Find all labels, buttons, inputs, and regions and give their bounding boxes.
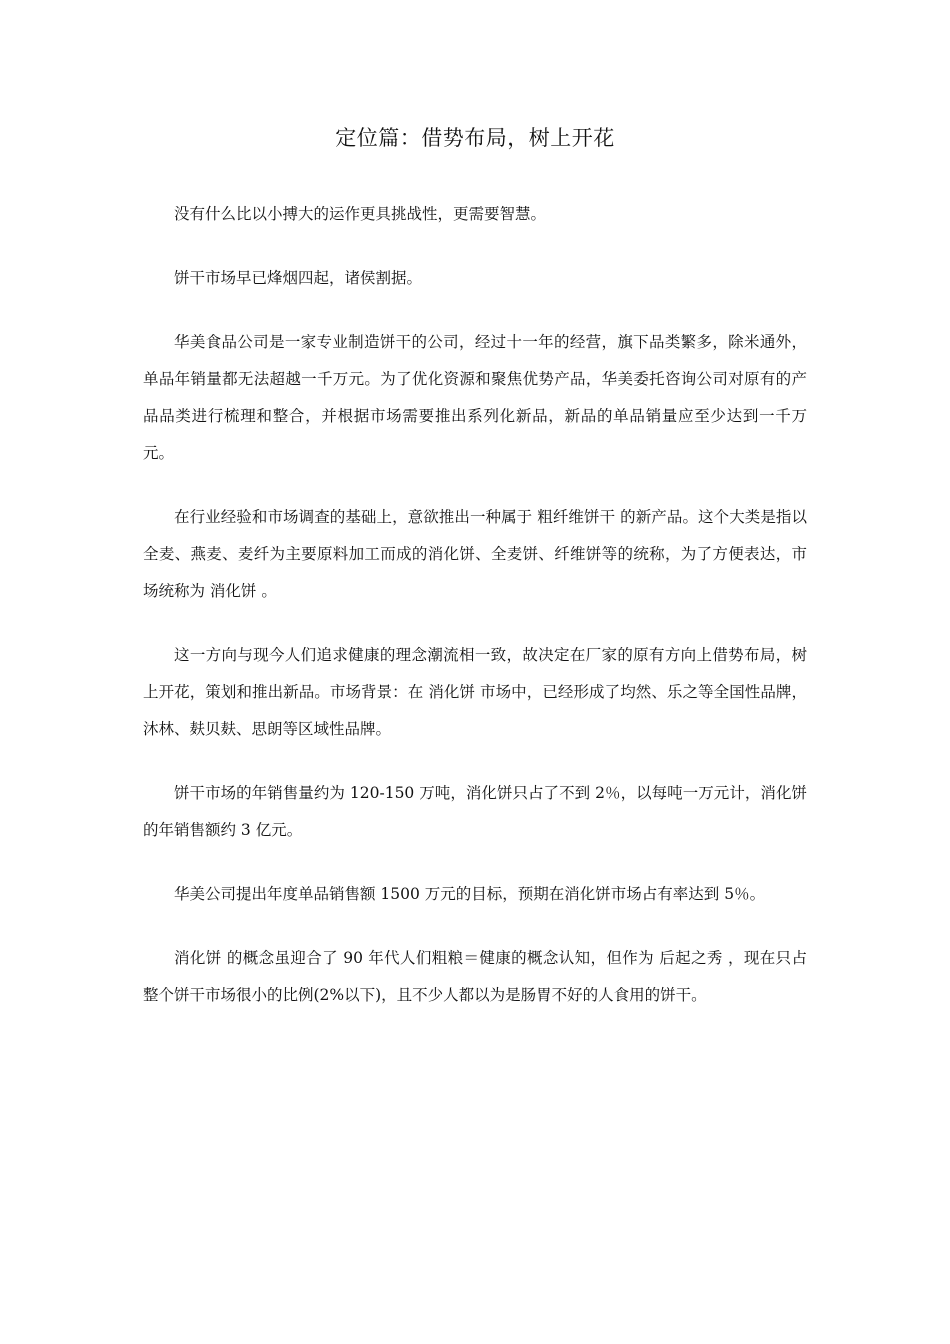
paragraph-4: 在行业经验和市场调查的基础上，意欲推出一种属于 粗纤维饼干 的新产品。这个大类是指以全麦、燕麦、麦纤为主要原料加工而成的消化饼、全麦饼、纤维饼等的统称，为了方便表达，市场统称为 消化饼 。 <box>143 508 807 600</box>
paragraph-1: 没有什么比以小搏大的运作更具挑战性，更需要智慧。 <box>174 205 547 223</box>
paragraph-5: 这一方向与现今人们追求健康的理念潮流相一致，故决定在厂家的原有方向上借势布局，树上开花，策划和推出新品。市场背景：在 消化饼 市场中，已经形成了均然、乐之等全国性品牌，沐林、麸贝麸、思朗等区域性品牌。 <box>143 646 807 738</box>
document-body <box>143 196 807 1041</box>
paragraph-3: 华美食品公司是一家专业制造饼干的公司，经过十一年的经营，旗下品类繁多，除米通外，单品年销量都无法超越一千万元。为了优化资源和聚焦优势产品，华美委托咨询公司对原有的产品品类进行梳理和整合，并根据市场需要推出系列化新品，新品的单品销量应至少达到一千万元。 <box>143 333 807 462</box>
paragraph-7: 华美公司提出年度单品销售额 1500 万元的目标，预期在消化饼市场占有率达到 5％。 <box>174 885 766 903</box>
paragraph-6: 饼干市场的年销售量约为 120-150 万吨，消化饼只占了不到 2％，以每吨一万元计，消化饼的年销售额约 3 亿元。 <box>143 784 807 839</box>
paragraph-2: 饼干市场早已烽烟四起，诸侯割据。 <box>174 269 423 287</box>
paragraph-8: 消化饼 的概念虽迎合了 90 年代人们粗粮＝健康的概念认知，但作为 后起之秀 ，现在只占整个饼干市场很小的比例(2%以下)，且不少人都以为是肠胃不好的人食用的饼干。 <box>143 949 807 1004</box>
document-title: 定位篇：借势布局，树上开花 <box>335 126 615 150</box>
